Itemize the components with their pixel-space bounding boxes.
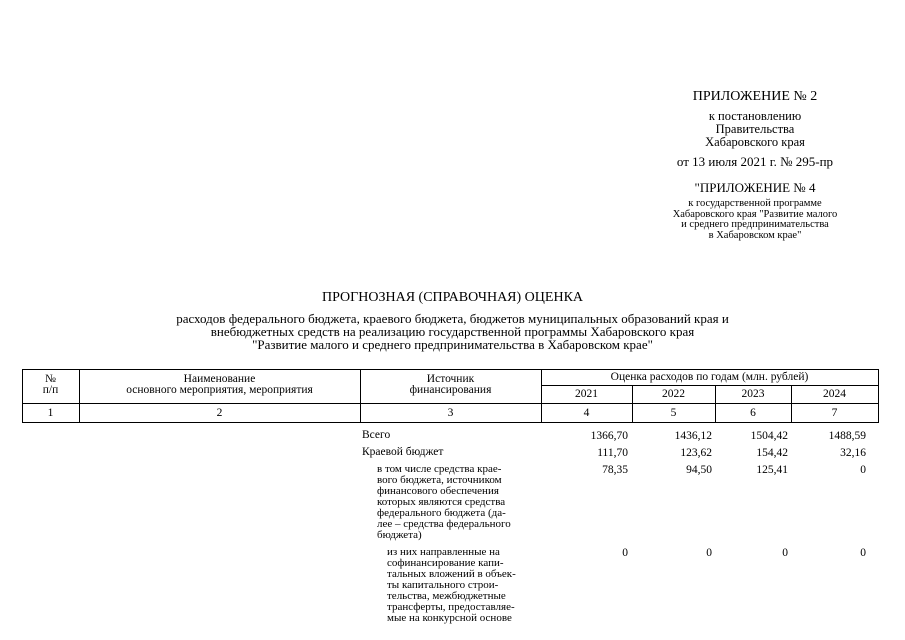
- appendix-reference: [640, 110, 870, 149]
- value-cell: 0: [782, 547, 788, 559]
- source-cell: в том числе средства крае- вого бюджета, источником финансового обеспечения которых являются средства федерального бюджета (да- лее – средства федерального бюджета): [377, 463, 511, 541]
- value-cell: 1488,59: [828, 430, 866, 442]
- appendix-title: ПРИЛОЖЕНИЕ № 2: [692, 89, 818, 104]
- header-source: Источник финансирования: [409, 373, 492, 396]
- appendix-line: к постановлению: [708, 109, 802, 123]
- grid-line-top: [22, 369, 878, 370]
- value-cell: 123,62: [680, 447, 712, 459]
- grid-line-header-bottom: [22, 403, 878, 404]
- header-num: № п/п: [42, 373, 59, 396]
- value-cell: 1366,70: [590, 430, 628, 442]
- subtitle-line: внебюджетных средств на реализацию государственной программы Хабаровского края: [210, 324, 695, 339]
- col-number: 5: [670, 407, 677, 419]
- value-cell: 1436,12: [674, 430, 712, 442]
- subtitle-line: "Развитие малого и среднего предпринимательства в Хабаровском крае": [252, 337, 653, 352]
- grid-line-colnums-bottom: [22, 422, 878, 423]
- col-number: 7: [831, 407, 838, 419]
- appendix-date: от 13 июля 2021 г. № 295-пр: [676, 154, 834, 169]
- appendix-line: Правительства: [715, 122, 795, 136]
- value-cell: 32,16: [840, 447, 866, 459]
- header-year: 2024: [823, 388, 846, 400]
- col-number: 1: [47, 407, 54, 419]
- value-cell: 154,42: [756, 447, 788, 459]
- value-cell: 1504,42: [750, 430, 788, 442]
- value-cell: 0: [622, 547, 628, 559]
- grid-line-v8: [878, 369, 879, 423]
- header-name: Наименование основного мероприятия, мероприятия: [126, 373, 313, 396]
- source-cell: Краевой бюджет: [362, 446, 444, 458]
- header-year: 2022: [662, 388, 685, 400]
- col-number: 4: [583, 407, 590, 419]
- col-number: 3: [447, 407, 454, 419]
- grid-line-years: [541, 385, 878, 386]
- header-year: 2023: [741, 388, 765, 400]
- appendix2-line: в Хабаровском крае": [708, 229, 802, 241]
- document-title: ПРОГНОЗНАЯ (СПРАВОЧНАЯ) ОЦЕНКА: [321, 290, 584, 305]
- value-cell: 125,41: [756, 464, 788, 476]
- value-cell: 0: [860, 547, 866, 559]
- appendix2-title: "ПРИЛОЖЕНИЕ № 4: [694, 180, 816, 195]
- header-estimate: Оценка расходов по годам (млн. рублей): [610, 371, 809, 383]
- value-cell: 78,35: [602, 464, 628, 476]
- col-number: 6: [750, 407, 756, 419]
- value-cell: 111,70: [597, 447, 628, 459]
- col-number: 2: [216, 407, 223, 419]
- appendix2-reference: [640, 199, 870, 241]
- document-subtitle: [100, 312, 805, 351]
- appendix2-line: Хабаровского края "Развитие малого: [672, 208, 838, 220]
- source-cell: Всего: [362, 429, 391, 441]
- subtitle-line: расходов федерального бюджета, краевого бюджета, бюджетов муниципальных образований края и: [176, 311, 729, 326]
- appendix-line: Хабаровского края: [705, 135, 805, 149]
- value-cell: 94,50: [686, 464, 712, 476]
- source-cell: из них направленные на софинансирование капи- тальных вложений в объек- ты капитального строи- тельства, межбюджетные трансферты, предоставляе- мые на конкурсной основе: [387, 546, 516, 624]
- value-cell: 0: [860, 464, 866, 476]
- appendix2-line: и среднего предпринимательства: [681, 219, 829, 230]
- value-cell: 0: [706, 547, 712, 559]
- appendix2-line: к государственной программе: [688, 198, 822, 209]
- header-year: 2021: [575, 388, 598, 400]
